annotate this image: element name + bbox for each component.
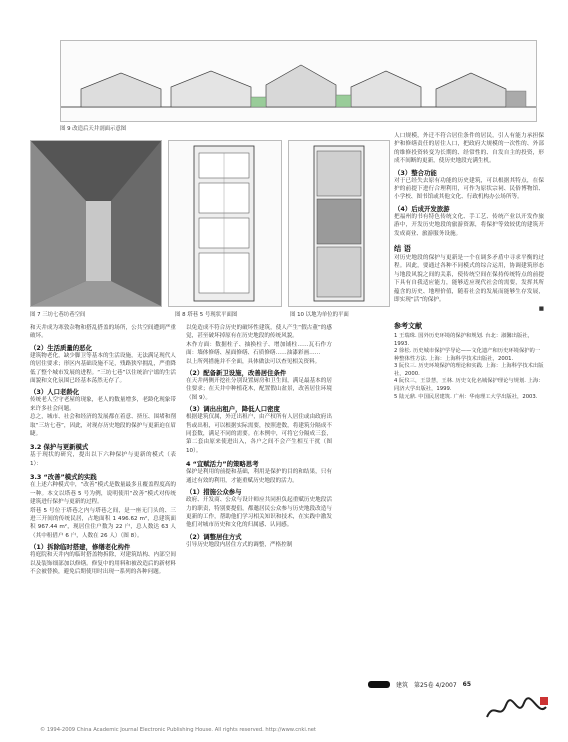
mid-4: 保护是利用的前提和基础，利用是保护的目的和结果，只有通过有效的利用，才能重赋历史地段的活力。 [186,469,332,484]
section-drawing-svg [61,41,536,121]
mid-more: 以上所列措施并不全面，具体做法可以查见相关资料。 [186,358,321,365]
right-4: 把福州的书有特色传统文化、手工艺、传统产业以开发作旅游中，开发历史地段的旅游资源，将保护等效较优的建筑开发成商业、旅游服务设施。 [394,213,544,237]
left-aging: 传统老人空守老屋的现象，老人的数量增多，老龄化现象带来许多社会问题。 [30,397,176,412]
section-drawing-figure [60,40,537,122]
mid-3: 根据建筑仅属，外迁出租户，由产权所有人居住或由政府出售或出租，可以根据实际需要，按照进数，将建筑分隔成不同套数，满足不同的需要。在本例中，可将它分隔成三套，第二套由原来使进出入，各户之间不会产生相互干扰（图 10）。 [186,414,332,454]
right-conclusion: 对历史地段的保护与更新是一个在调多矛盾中寻求平衡的过程。因此，要通过各种不同模式的综合运用，协调建筑形态与地段风貌之间的关系，使传统空间在保持传统特点的前提下具有自我适应能力，能够适应现代社会的需要，发挥其所蕴含的历史、地理价值，随着社会的发展而能够生存发展，即实现“活”的保护。 [394,255,544,304]
reference-item: 4 阮仪三，王景慧，王林. 历史文化名城保护理论与规划. 上海：同济大学出版社，1999. [394,378,544,393]
left-column [30,324,176,576]
mid-detail: 木作方面：数据柱子、抽换柱子、增加铺柱……瓦石作方面：墙体修缮、屋面修缮、石质修缮……油漆彩画…… [186,341,332,357]
heading-right-4: （4）后成开发旅游 [394,204,450,213]
reference-item: 2 徐松. 历史城市保护学导论——文化遗产和历史环境保护的一种整体性方法. 上海：上海科学技术出版社，2001. [394,348,541,362]
heading-remove: （1）拆除临时搭建，修缮老化构件 [30,543,131,552]
mid-41: 政府、开发商、公众与设计师应共同担负起重赋历史地段活力的职责，特别要提倡，都邀居民公众参与历史地段改造与更新的工作，帮助他们学习相关知识和技术，在实践中激发他们对城市历史和文化的归属感、认同感。 [186,497,332,529]
middle-column [186,324,332,549]
fig9-caption: 图 9 改造后天井剖面示意图 [60,126,127,132]
alley-photo-svg [31,141,161,306]
fig7-caption: 图 7 三坊七巷坊巷空间 [30,312,86,318]
copyright-line: © 1994-2009 China Academic Journal Electronic Publishing House. All rights reserved. http://www.cnki.net [40,727,316,733]
left-33b: 塔巷 5 号位于塔巷之内与塔巷之间，是一座无门头的、三进三开间的传统民居，占地面积 1 496.62 m²，总建筑面积 967.44 m²，现居住住户数为 22 户，总人数达 63 人（其中租借户 6 户，人数在 26 人）（图 8）。 [30,507,176,539]
left-32: 基于现状的研究，提出以下六种保护与更新的模式（表 1）： [30,452,176,467]
heading-42: （2）调整居住方式 [186,532,242,541]
footer-bar [368,678,548,690]
left-summary: 总之，城市、社会和经济的发展都在着意、挤压、围堵和削取“三坊七巷”，因此，对现存历史地段的保护与更新迫在眉睫。 [30,414,176,438]
left-33a: 在上述六种模式中，“改善”模式是数量最多且覆盖程度高的一种。本文以塔巷 5 号为例，说明使用“改善”模式对传统建筑进行保护与更新的过程。 [30,482,176,506]
reference-item: 3 阮仪三. 历史环境保护的理论和实践. 上海：上海科学技术出版社，2000. [394,363,544,377]
heading-right-3: （3）整合功能 [394,168,437,177]
heading-env: （2）生活质量的恶化 [30,343,92,352]
mid-2: 在天井两侧开挖社分别设置厨房和卫生间，满足最基本的居住要求；在天井中种植花木，配置假山盆景，改善居住环境（图 9）。 [186,378,332,401]
floor-plan-units-svg [289,141,389,306]
mid-cont: 以免造成不符合历史的破坏性建筑，使人产生“假古董”的感觉，甚至破坏掉原有在历史地段的传统风貌。 [186,325,332,340]
heading-mid-3: （3）调出出租户，降低人口密度 [186,405,280,414]
reference-item: 1 王瑞珠. 国外历史环境的保护和规划. 台北：淑馨出版社，1993. [394,332,533,347]
right-column [394,132,544,401]
calligraphy-logo [482,695,552,725]
right-3: 对于已经失去原有功能的历史建筑，可以根据其特点，在保护的前提下进行合理利用，可作为原状宗祠、民俗博物馆、小学校、图书馆或其他文化、行政机构办公场所等。 [394,177,544,201]
journal-name: 建筑 [396,681,409,689]
journal-badge [368,681,390,688]
left-remove: 将庭院和天井内的临时搭盖物拆除，对建筑结构、内部空间以及装饰细部加以修缮。修复中的用料和被改造后的新材料不会被替换，避免后期使用时出现一系列的各种问题。 [30,552,176,575]
floor-plan-current-svg [169,141,281,306]
mid-42: 引导历史地段内居住方式的调整，严格控制 [186,541,293,548]
heading-aging: （3）人口老龄化 [30,388,80,397]
calligraphy-logo-svg [482,695,552,725]
floor-plan-current [168,140,282,307]
right-cont: 人口规模，外迁不符合居住条件的居民，引人有能力承担保护和修缮责任的居住人口，把政府大规模的一次性的、外部的维修投资转变为长期的、经常性的、自发自主的投资，形成不间断的更新，使历史地段充满生机。 [394,133,544,165]
heading-32: 3.2 保护与更新模式 [30,443,89,452]
heading-41: （1）措施公众参与 [186,488,242,497]
floor-plan-units [288,140,390,307]
left-env: 建筑物老化，缺少脚卫等基本的生活设施，无法满足现代人的居住要求；形区内基础设施不足，残路狭窄拥乱，严重降低了整个城市发展的进程。“三坊七巷”以住统治宁谧的生活面貌和文化氛围已经基本荡然无存了。 [30,352,176,385]
fig8-caption: 图 8 塔巷 5 号现状平面图 [175,312,238,318]
end-mark: ■ [538,305,544,312]
heading-mid-2: （2）配备新卫设施，改善居住条件 [186,369,287,378]
alley-photo [30,140,162,307]
heading-33: 3.3 “改善”模式的实践 [30,473,97,482]
references-title: 参考文献 [394,321,422,330]
reference-item: 5 陆元鼎. 中国民居建筑. 广州：华南理工大学出版社，2003. [394,393,538,400]
page-number: 65 [462,680,472,688]
journal-issue: 第25卷 4/2007 [414,681,457,689]
heading-conclusion: 结 语 [394,244,411,254]
heading-4: 4 “宜赋活力”的策略思考 [186,460,259,469]
references-list [394,333,544,401]
fig10-caption: 图 10 以地为单位的平面 [290,312,349,318]
left-intro: 和天井成为寒敦杂物和搭乱搭盖的场所，公共空间遭到严重破坏。 [30,325,176,340]
